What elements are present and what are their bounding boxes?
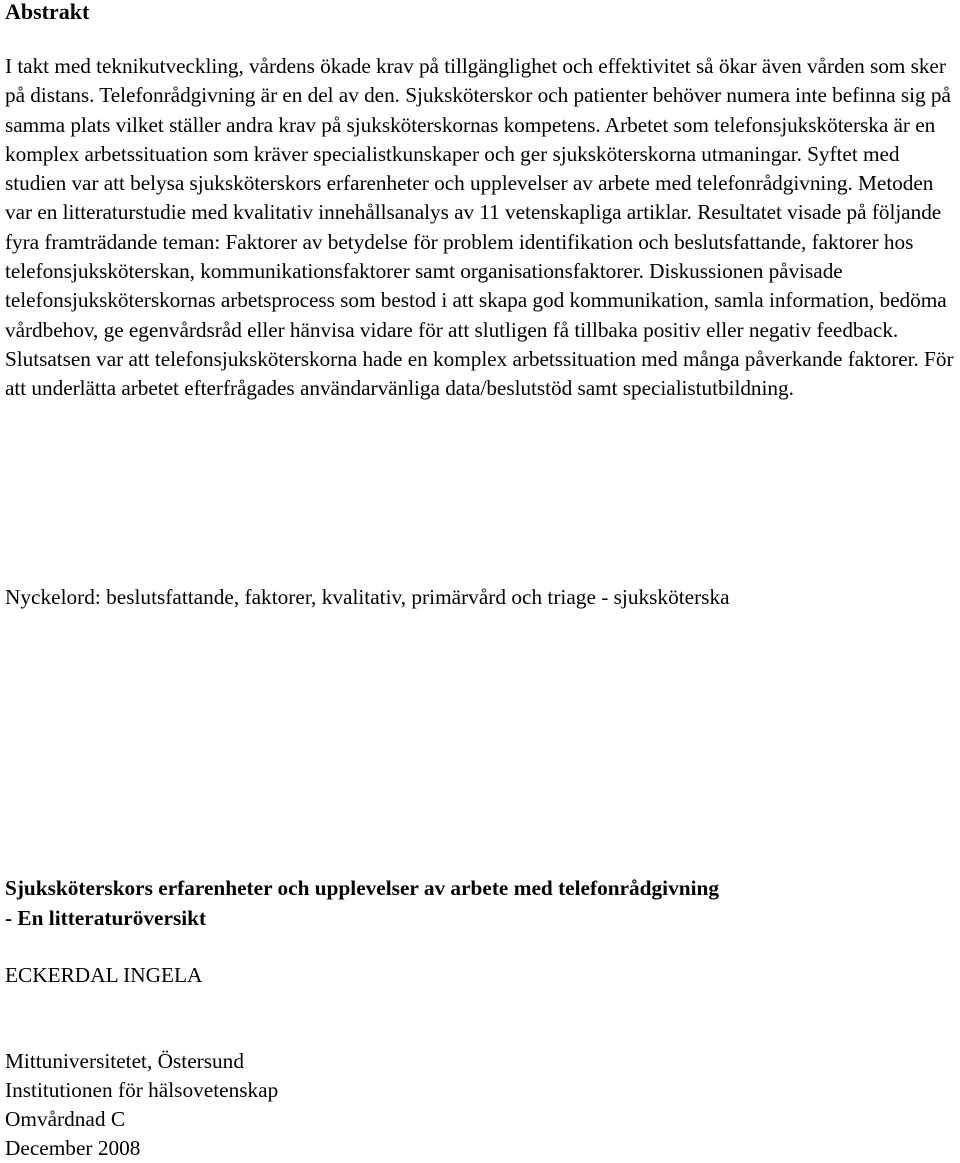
keywords-line: Nyckelord: beslutsfattande, faktorer, kvalitativ, primärvård och triage - sjuksköterska — [5, 585, 730, 609]
thesis-title-line-2: - En litteraturöversikt — [5, 906, 207, 930]
thesis-title — [5, 873, 719, 933]
university-name: Mittuniversitetet, Östersund — [5, 1049, 244, 1073]
thesis-title-line-1: Sjuksköterskors erfarenheter och upplevelser av arbete med telefonrådgivning — [5, 876, 719, 900]
abstract-heading: Abstrakt — [5, 0, 90, 24]
document-date: December 2008 — [5, 1136, 141, 1160]
department-name: Institutionen för hälsovetenskap — [5, 1078, 279, 1102]
author-name: ECKERDAL INGELA — [5, 963, 203, 987]
abstract-text: I takt med teknikutveckling, vårdens ökade krav på tillgänglighet och effektivitet så ökar även vården som sker på distans. Telefonrådgivning är en del av den. Sjuksköterskor och patienter behöver numera inte befinna sig på samma plats vilket ställer andra krav på sjuksköterskornas kompetens. Arbetet som telefonsjuksköterska är en komplex arbetssituation som kräver specialistkunskaper och ger sjuksköterskorna utmaningar. Syftet med studien var att belysa sjuksköterskors erfarenheter och upplevelser av arbete med telefonrådgivning. Metoden var en litteraturstudie med kvalitativ innehållsanalys av 11 vetenskapliga artiklar. Resultatet visade på följande fyra framträdande teman: Faktorer av betydelse för problem identifikation och beslutsfattande, faktorer hos telefonsjuksköterskan, kommunikationsfaktorer samt organisationsfaktorer. Diskussionen påvisade telefonsjuksköterskornas arbetsprocess som bestod i att skapa god kommunikation, samla information, bedöma vårdbehov, ge egenvårdsråd eller hänvisa vidare för att slutligen få tillbaka positiv eller negativ feedback. Slutsatsen var att telefonsjuksköterskorna hade en komplex arbetssituation med många påverkande faktorer. För att underlätta arbetet efterfrågades användarvänliga data/beslutstöd samt specialistutbildning. — [5, 54, 954, 401]
course-name: Omvårdnad C — [5, 1107, 126, 1131]
affiliation-block — [5, 1047, 278, 1163]
